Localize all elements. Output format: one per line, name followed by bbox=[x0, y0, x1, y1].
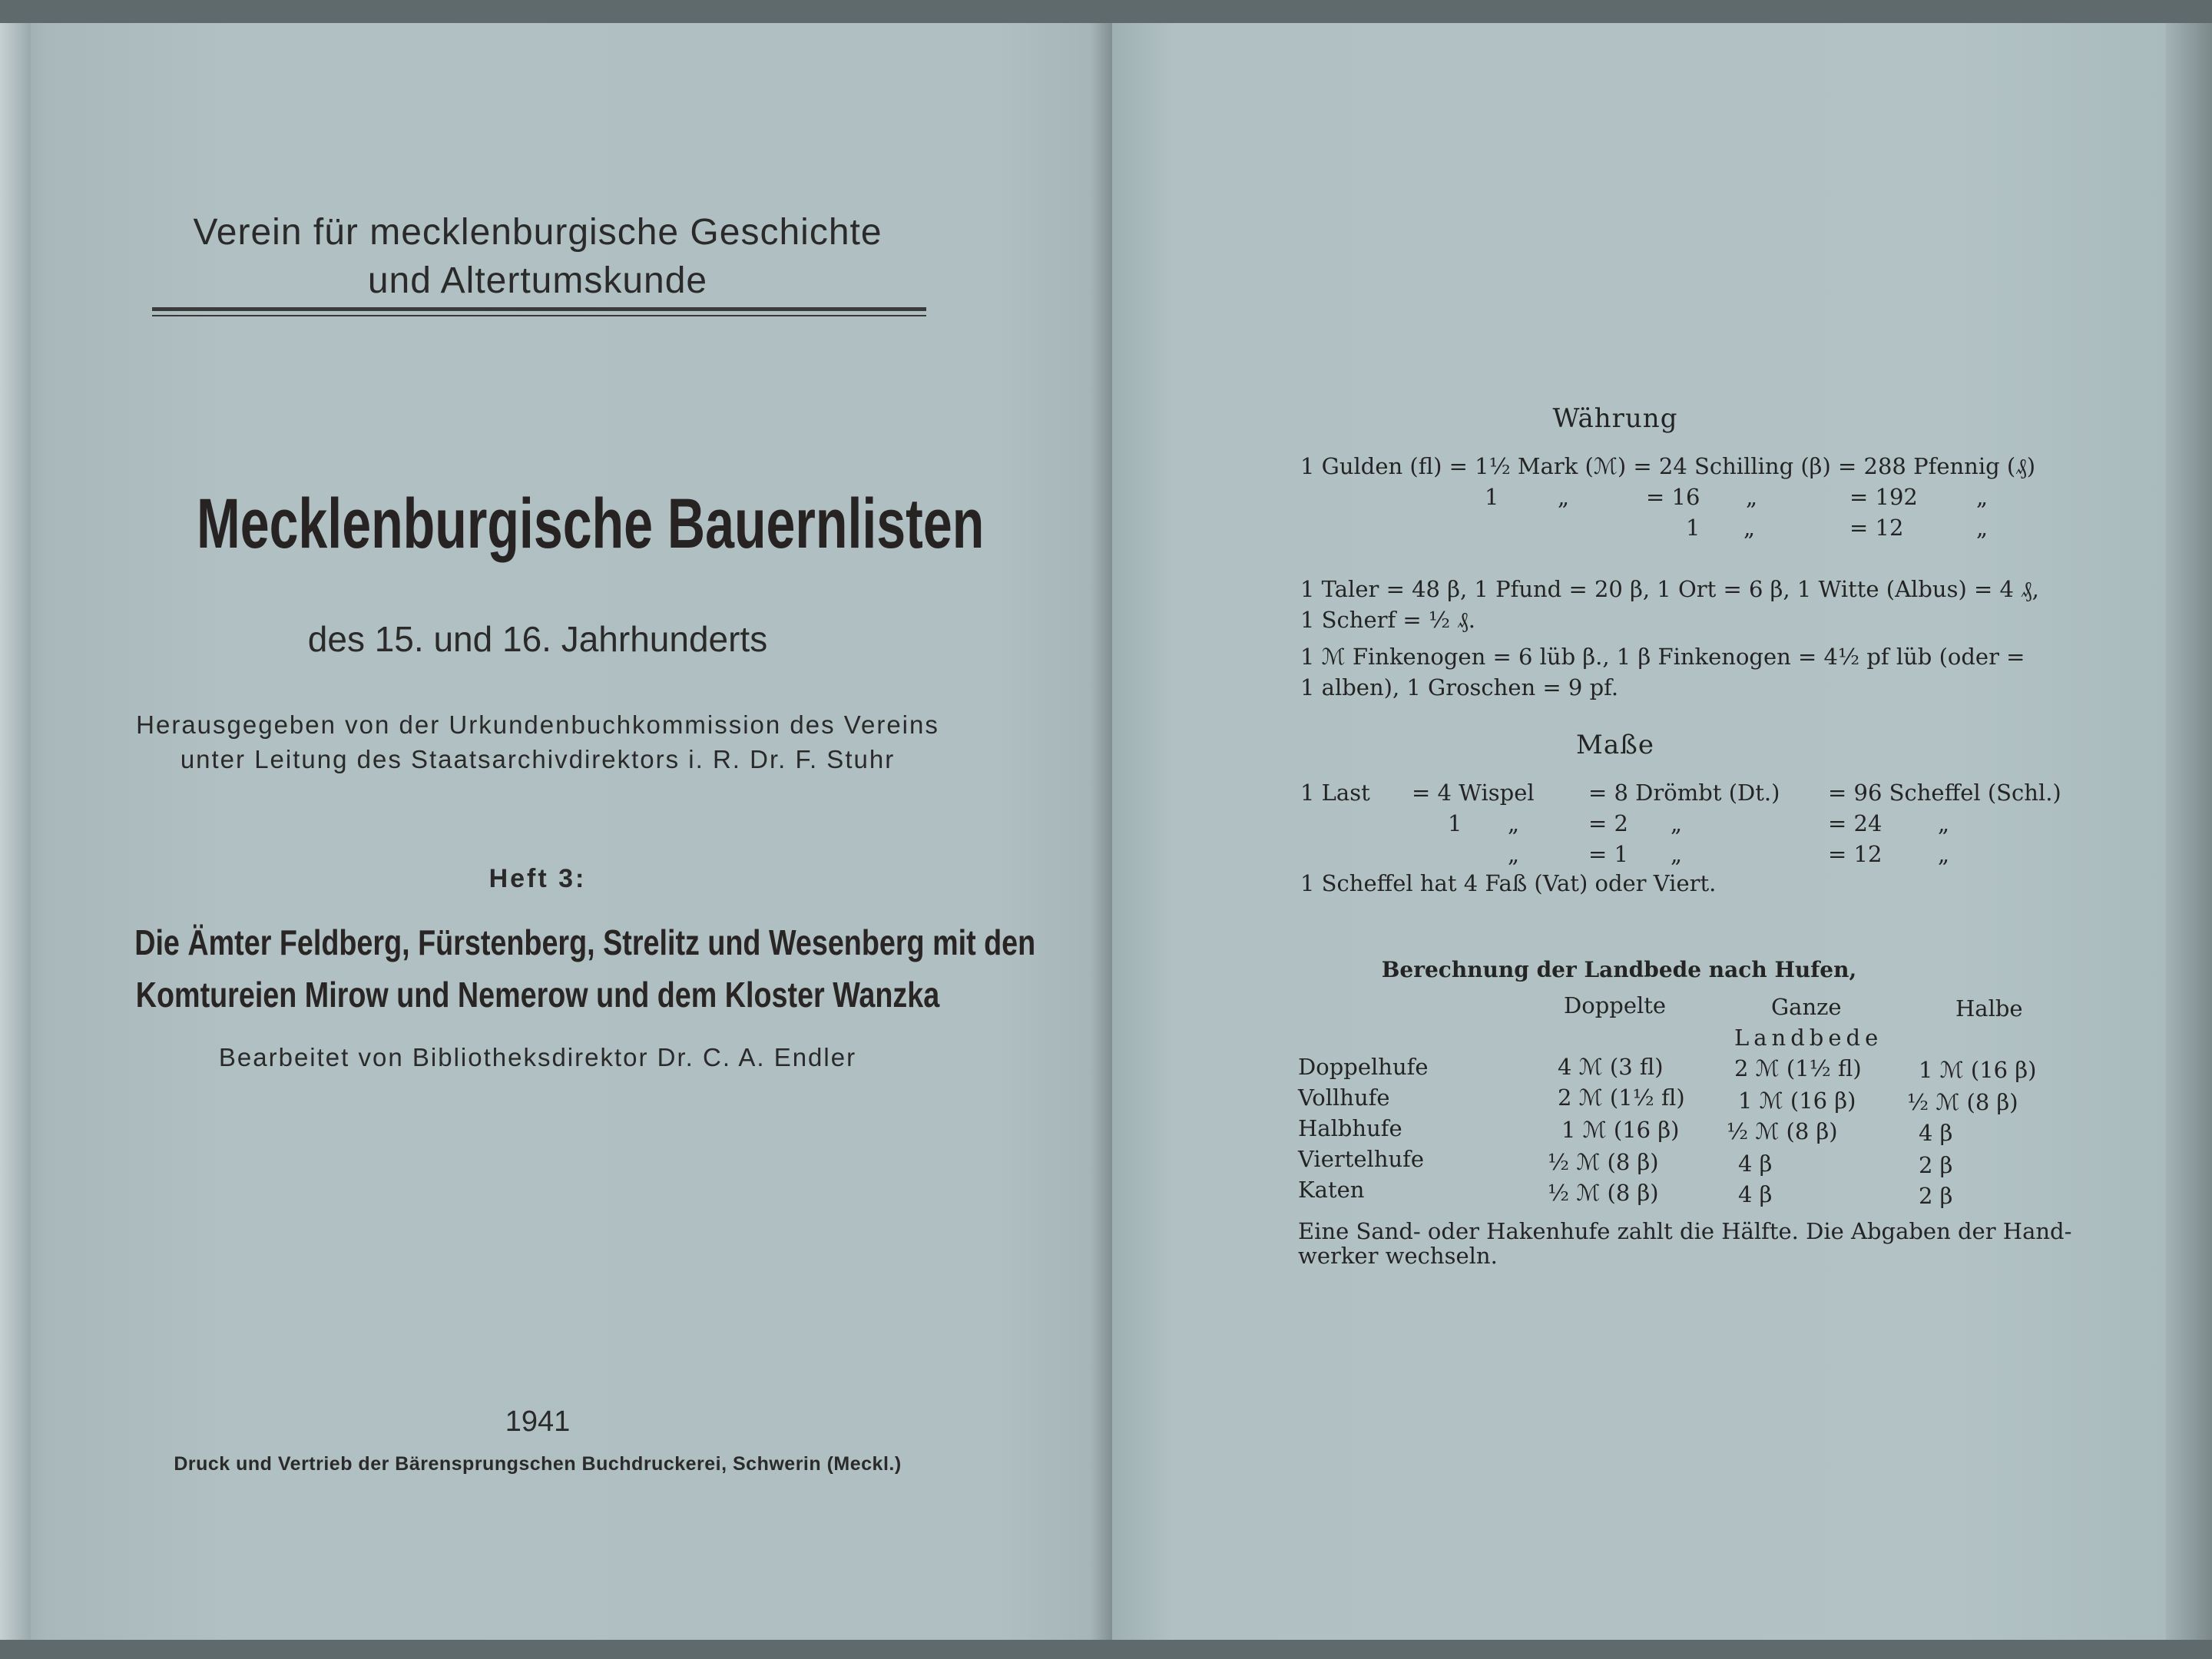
measures-r2-d: „ bbox=[1671, 810, 1683, 836]
col-halbe: Halbe bbox=[1955, 995, 2023, 1022]
measures-note: 1 Scheffel hat 4 Faß (Vat) oder Viert. bbox=[1300, 870, 1717, 896]
right-page bbox=[1112, 23, 2212, 1640]
currency-line-3: 1 Scherf = ½ ₰. bbox=[1300, 607, 1475, 633]
measures-r3-d: = 12 bbox=[1828, 841, 1883, 867]
currency-line-5: 1 alben), 1 Groschen = 9 pf. bbox=[1300, 674, 1619, 700]
double-rule-bottom bbox=[152, 315, 926, 316]
row-doppelte: 1 ℳ (16 β) bbox=[1561, 1117, 1680, 1143]
row-label: Viertelhufe bbox=[1298, 1146, 1425, 1172]
row-label: Halbhufe bbox=[1298, 1115, 1402, 1141]
measures-r2-a: 1 bbox=[1448, 810, 1462, 836]
currency-heading: Währung bbox=[1552, 403, 1678, 434]
measures-heading: Maße bbox=[1576, 730, 1654, 760]
measures-r3-b: = 1 bbox=[1588, 841, 1628, 867]
row-halbe: 2 β bbox=[1919, 1183, 1953, 1209]
aemter-line1-wrap bbox=[46, 922, 1036, 963]
row-label: Katen bbox=[1298, 1177, 1365, 1203]
left-page bbox=[0, 23, 1112, 1640]
measures-r1-b: = 4 Wispel bbox=[1412, 780, 1535, 806]
left-page-edge bbox=[0, 23, 31, 1640]
footnote-line2: werker wechseln. bbox=[1298, 1243, 1498, 1269]
heft-number: Heft 3: bbox=[488, 864, 587, 893]
printer-imprint: Druck und Vertrieb der Bärensprungschen Buchdruckerei, Schwerin (Meckl.) bbox=[174, 1453, 902, 1475]
row-halbe: 1 ℳ (16 β) bbox=[1919, 1057, 2037, 1083]
currency-r2-e: = 192 bbox=[1849, 484, 1918, 510]
footnote-line1: Eine Sand- oder Hakenhufe zahlt die Hälfte. Die Abgaben der Hand- bbox=[1298, 1218, 2072, 1244]
row-halbe: 4 β bbox=[1919, 1120, 1953, 1146]
currency-line-2: 1 Taler = 48 β, 1 Pfund = 20 β, 1 Ort = 6 β, 1 Witte (Albus) = 4 ₰, bbox=[1300, 576, 2039, 602]
measures-r3-a: „ bbox=[1508, 841, 1520, 867]
measures-r2-e: = 24 bbox=[1828, 810, 1883, 836]
subtitle: des 15. und 16. Jahrhunderts bbox=[307, 619, 768, 659]
currency-r3-c: = 12 bbox=[1849, 515, 1904, 541]
currency-r2-a: 1 bbox=[1485, 484, 1499, 510]
row-halbe: ½ ℳ (8 β) bbox=[1907, 1089, 2018, 1115]
currency-r2-f: „ bbox=[1976, 484, 1988, 510]
aemter-line1: Die Ämter Feldberg, Fürstenberg, Strelitz und Wesenberg mit den bbox=[134, 922, 1036, 962]
editor-line2: unter Leitung des Staatsarchivdirektors i. R. Dr. F. Stuhr bbox=[180, 745, 896, 773]
row-label: Vollhufe bbox=[1298, 1084, 1390, 1111]
row-halbe: 2 β bbox=[1919, 1152, 1953, 1178]
publication-year: 1941 bbox=[505, 1406, 571, 1438]
col-doppelte: Doppelte bbox=[1564, 992, 1667, 1018]
row-ganze: 4 β bbox=[1738, 1181, 1773, 1207]
measures-r2-c: = 2 bbox=[1588, 810, 1628, 836]
measures-r1-d: = 96 Scheffel (Schl.) bbox=[1828, 780, 2061, 806]
measures-r2-f: „ bbox=[1938, 810, 1950, 836]
row-label: Doppelhufe bbox=[1298, 1054, 1429, 1080]
currency-r3-b: „ bbox=[1743, 515, 1756, 541]
double-rule-top bbox=[152, 307, 926, 311]
measures-r2-b: „ bbox=[1508, 810, 1520, 836]
main-title: Mecklenburgische Bauernlisten bbox=[197, 485, 985, 563]
col-landbede: Landbede bbox=[1734, 1025, 1883, 1051]
measures-r1-a: 1 Last bbox=[1300, 780, 1370, 806]
row-ganze: 4 β bbox=[1738, 1151, 1773, 1177]
measures-r3-e: „ bbox=[1938, 841, 1950, 867]
col-ganze: Ganze bbox=[1771, 994, 1842, 1020]
measures-r1-c: = 8 Drömbt (Dt.) bbox=[1588, 780, 1780, 806]
currency-line-4: 1 ℳ Finkenogen = 6 lüb β., 1 β Finkenogen = 4½ pf lüb (oder = bbox=[1300, 644, 2025, 670]
measures-r3-c: „ bbox=[1671, 841, 1683, 867]
currency-r3-a: 1 bbox=[1686, 515, 1700, 541]
row-doppelte: 2 ℳ (1½ fl) bbox=[1558, 1084, 1685, 1111]
currency-line-1: 1 Gulden (fl) = 1½ Mark (ℳ) = 24 Schilling (β) = 288 Pfennig (₰) bbox=[1300, 453, 2036, 479]
row-doppelte: ½ ℳ (8 β) bbox=[1548, 1149, 1659, 1175]
editor-line1: Herausgegeben von der Urkundenbuchkommission des Vereins bbox=[136, 710, 939, 739]
main-title-wrap bbox=[77, 484, 998, 565]
edited-by: Bearbeitet von Bibliotheksdirektor Dr. C. A. Endler bbox=[218, 1043, 857, 1071]
landbede-heading: Berechnung der Landbede nach Hufen, bbox=[1381, 957, 1857, 982]
society-name-line1: Verein für mecklenburgische Geschichte bbox=[193, 212, 882, 253]
aemter-line2: Komtureien Mirow und Nemerow und dem Kloster Wanzka bbox=[135, 975, 940, 1015]
society-name-line2: und Altertumskunde bbox=[367, 260, 708, 301]
aemter-line2-wrap bbox=[46, 974, 1029, 1015]
row-ganze: 2 ℳ (1½ fl) bbox=[1734, 1055, 1862, 1081]
row-ganze: 1 ℳ (16 β) bbox=[1738, 1088, 1856, 1114]
currency-r2-b: „ bbox=[1558, 484, 1570, 510]
row-ganze: ½ ℳ (8 β) bbox=[1727, 1118, 1838, 1144]
currency-r2-c: = 16 bbox=[1646, 484, 1700, 510]
right-page-edge bbox=[2166, 23, 2212, 1640]
currency-r2-d: „ bbox=[1746, 484, 1758, 510]
currency-r3-d: „ bbox=[1976, 515, 1988, 541]
row-doppelte: ½ ℳ (8 β) bbox=[1548, 1180, 1659, 1206]
row-doppelte: 4 ℳ (3 fl) bbox=[1558, 1054, 1664, 1080]
